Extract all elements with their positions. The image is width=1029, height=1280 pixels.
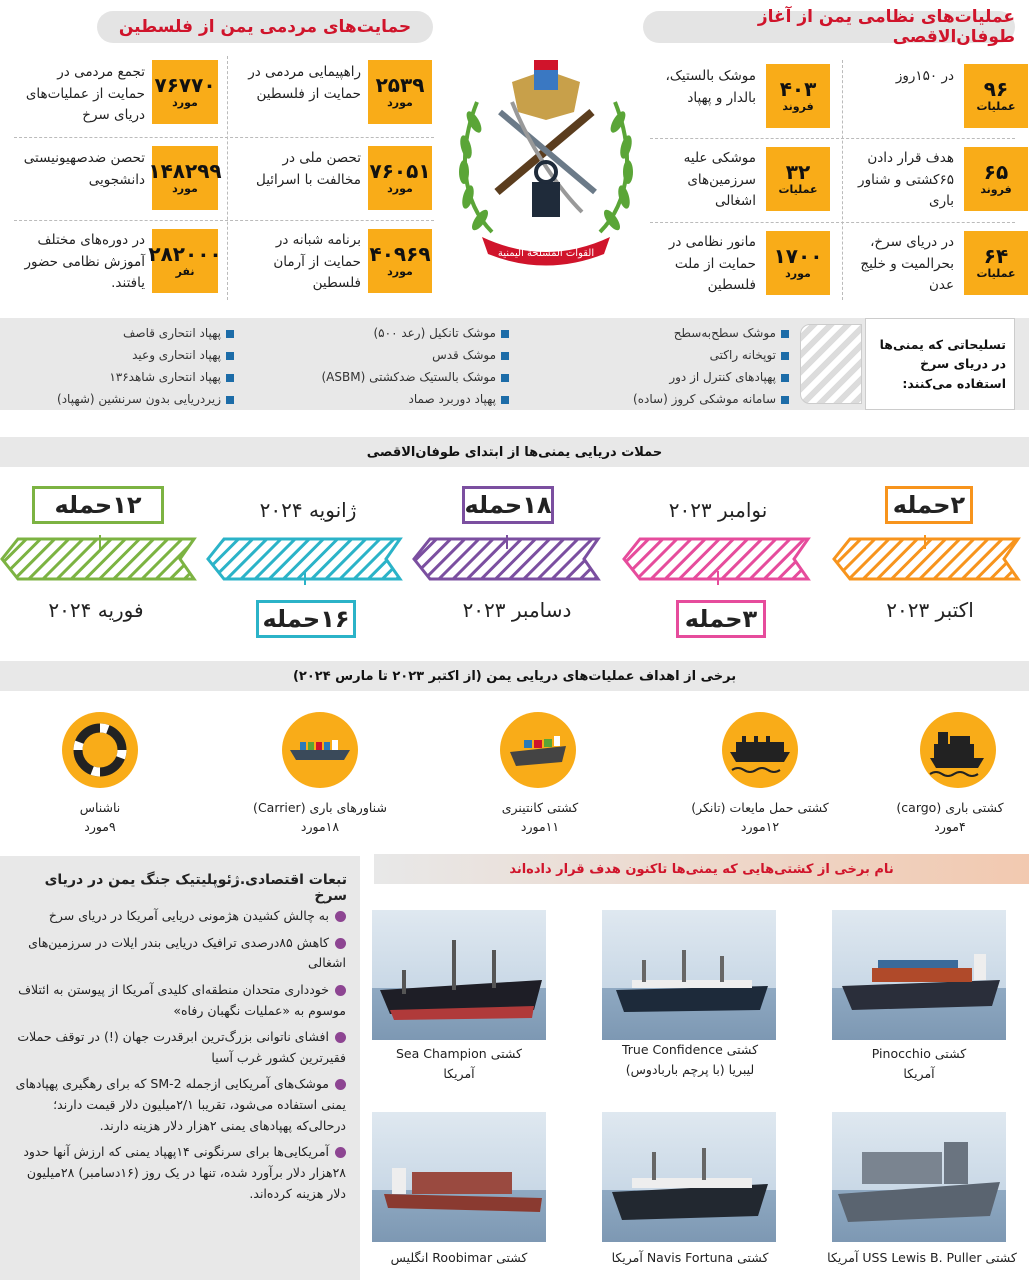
stat-text: در دوره‌های مختلف آموزش نظامی حضور یافتند. [24, 232, 145, 292]
lifebuoy-icon [62, 712, 138, 788]
stat-text: تجمع مردمی در حمایت از عملیات‌های دریای سرخ [25, 64, 145, 124]
ship-photo-true-confidence [602, 910, 776, 1040]
month-oct: اکتبر ۲۰۲۳ [886, 598, 974, 622]
weapon-item: پهپاد انتحاری قاصف [57, 322, 234, 344]
count-jan: ۱۶حمله [256, 600, 356, 638]
count-feb: ۱۲حمله [32, 486, 164, 524]
ships-title-bar: نام برخی از کشتی‌هایی که یمنی‌ها تاکنون هدف قرار داده‌اند [374, 854, 1029, 884]
weapon-item: پهپاد دوربرد صماد [321, 388, 509, 410]
month-dec: دسامبر ۲۰۲۳ [462, 598, 572, 622]
weapons-label-box [865, 318, 1015, 410]
economy-bullets [10, 906, 346, 1204]
ship-photo-roobimar [372, 1112, 546, 1242]
svg-text:القوات المسلحة اليمنية: القوات المسلحة اليمنية [497, 248, 595, 259]
weapon-item: موشک تانکیل (رعد ۵۰۰) [321, 322, 509, 344]
weapons-list-2 [321, 322, 509, 410]
ship-caption: کشتی Pinocchio آمریکا [871, 1046, 967, 1081]
stat-text: هدف قرار دادن ۶۵کشتی و شناور باری [858, 150, 954, 210]
economy-bullet: به چالش کشیدن هژمونی دریایی آمریکا در دریای سرخ [10, 906, 346, 927]
stat-text: راهپیمایی مردمی در حمایت از فلسطین [248, 64, 361, 102]
stat-box: ۱۷۰۰ مورد [766, 231, 830, 295]
cargo-ship-icon [920, 712, 996, 788]
ship-caption: کشتی Roobimar انگلیس [390, 1250, 528, 1265]
weapons-label: تسلیحاتی که یمنی‌ها در دریای سرخ استفاده می‌کنند: [879, 336, 1006, 391]
weapon-item: توپخانه راکتی [633, 344, 789, 366]
weapons-list-1 [633, 322, 789, 410]
container-ship-icon [500, 712, 576, 788]
stat-text: موشک بالستیک، بالدار و پهپاد [665, 68, 756, 106]
target-label: شناورهای باری (Carrier) ۱۸مورد [253, 800, 387, 835]
targets-title: برخی از اهداف عملیات‌های دریایی یمن (از اکتبر ۲۰۲۳ تا مارس ۲۰۲۴) [0, 661, 1029, 691]
ship-photo-pinocchio [832, 910, 1006, 1040]
weapon-item: زیردریایی بدون سرنشین (شهپاد) [57, 388, 234, 410]
weapon-item: موشک بالستیک ضدکشتی (ASBM) [321, 366, 509, 388]
month-nov: نوامبر ۲۰۲۳ [668, 498, 768, 522]
ship-photo-navis-fortuna [602, 1112, 776, 1242]
month-jan: ژانویه ۲۰۲۴ [259, 498, 357, 522]
target-label: کشتی باری (cargo) ۴مورد [896, 800, 1004, 835]
popular-title: حمایت‌های مردمی یمن از فلسطین [97, 11, 433, 43]
stat-box: ۶۴ عملیات [964, 231, 1028, 295]
target-label: کشتی کانتینری ۱۱مورد [501, 800, 579, 835]
ship-photo-uss-lewis-puller [832, 1112, 1006, 1242]
count-nov: ۳حمله [676, 600, 766, 638]
stat-text: تحصن ضدصهیونیستی دانشجویی [23, 150, 145, 188]
stat-box: ۱۴۸۲۹۹ مورد [152, 146, 218, 210]
stat-box: ۹۶ عملیات [964, 64, 1028, 128]
ship-caption: کشتی USS Lewis B. Puller آمریکا [827, 1250, 1017, 1265]
weapon-item: پهپاد انتحاری شاهد۱۳۶ [57, 366, 234, 388]
stat-box: ۲۸۲۰۰۰ نفر [152, 229, 218, 293]
weapon-item: پهپادهای کنترل از دور [633, 366, 789, 388]
stat-text: موشکی علیه سرزمین‌های اشغالی [683, 150, 756, 210]
weapons-list-3 [57, 322, 234, 410]
stat-text: در ۱۵۰روز [895, 68, 954, 84]
weapon-item: موشک سطح‌به‌سطح [633, 322, 789, 344]
stat-text: در دریای سرخ، بحرالمیت و خلیج عدن [860, 234, 954, 294]
economy-title: تبعات اقتصادی.ژئوپلیتیک جنگ یمن در دریای سرخ [44, 872, 347, 904]
military-title: عملیات‌های نظامی یمن از آغاز طوفان‌الاقصی [643, 11, 1015, 43]
economy-bullet: افشای ناتوانی بزرگ‌ترین ابرقدرت جهان (!) در توقف حملات فقیرترین کشور غرب آسیا [17, 1029, 346, 1065]
economy-bullet: خودداری متحدان منطقه‌ای کلیدی آمریکا از پیوستن به ائتلاف موسوم به «عملیات نگهبان رفاه» [18, 981, 346, 1018]
ship-caption: کشتی Navis Fortuna آمریکا [611, 1250, 769, 1265]
stat-box: ۲۵۳۹ مورد [368, 60, 432, 124]
carrier-icon [282, 712, 358, 788]
economy-bullet: آمریکایی‌ها برای سرنگونی ۱۴پهپاد یمنی که ارزش آنها حدود ۲۸هزار دلار برآورد شده، تنها در یک روز (۱۶دسامبر) ۲۸میلیون دلار هزینه کرده‌اند. [23, 1144, 346, 1201]
stat-box: ۷۶۷۷۰ مورد [152, 60, 218, 124]
count-oct: ۲حمله [885, 486, 973, 524]
stat-box: ۴۰۳ فروند [766, 64, 830, 128]
month-feb: فوریه ۲۰۲۴ [48, 598, 144, 622]
ship-caption: کشتی True Confidence لیبریا (با پرچم باربادوس) [621, 1042, 759, 1077]
arrow-nov [624, 539, 808, 579]
economy-bullet: موشک‌های آمریکایی ازجمله SM-2 که برای رهگیری پهپادهای یمنی استفاده می‌شود، تقریبا ۲/۱میلیون دلار قیمت دارند؛ درحالی‌که پهپادهای یمنی ۲هزار دلار هزینه دارند. [15, 1076, 346, 1133]
stat-text: تحصن ملی در مخالفت با اسرائیل [255, 150, 361, 188]
timeline-arrows [0, 535, 1029, 585]
stat-box: ۷۶۰۵۱ مورد [368, 146, 432, 210]
weapon-item: موشک قدس [321, 344, 509, 366]
ship-photo-sea-champion [372, 910, 546, 1040]
target-label: کشتی حمل مایعات (تانکر) ۱۲مورد [691, 800, 829, 835]
stat-text: مانور نظامی در حمایت از ملت فلسطین [668, 234, 756, 294]
timeline-title: حملات دریایی یمنی‌ها از ابتدای طوفان‌الاقصی [0, 437, 1029, 467]
weapon-item: پهپاد انتحاری وعید [57, 344, 234, 366]
stat-box: ۴۰۹۶۹ مورد [368, 229, 432, 293]
stat-box: ۶۵ فروند [964, 147, 1028, 211]
weapon-item: سامانه موشکی کروز (ساده) [633, 388, 789, 410]
stripe-decoration [800, 324, 862, 404]
armed-forces-emblem [452, 42, 640, 272]
tanker-icon [722, 712, 798, 788]
target-label: ناشناس ۹مورد [79, 800, 121, 835]
count-dec: ۱۸حمله [462, 486, 554, 524]
economy-bullet: کاهش ۸۵درصدی ترافیک دریایی بندر ایلات در سرزمین‌های اشغالی [28, 934, 346, 971]
stat-text: برنامه شبانه در حمایت از آرمان فلسطین [273, 232, 361, 292]
ship-caption: کشتی Sea Champion آمریکا [395, 1046, 522, 1081]
stat-box: ۳۲ عملیات [766, 147, 830, 211]
arrow-feb [2, 539, 194, 579]
